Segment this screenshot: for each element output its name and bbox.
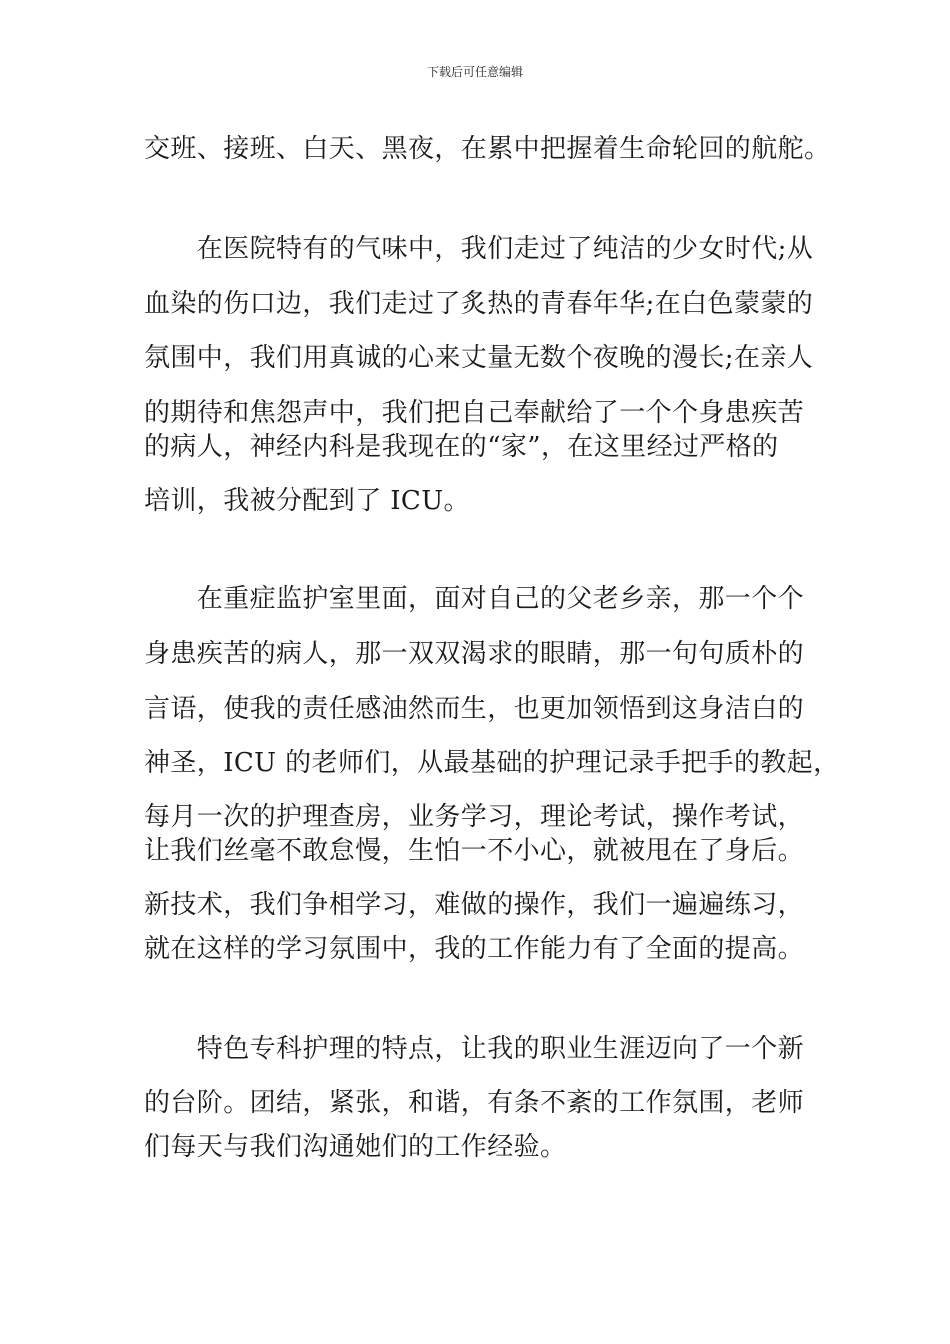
text-line: 培训，我被分配到了 ICU。 <box>144 486 470 516</box>
text-line: 特色专科护理的特点，让我的职业生涯迈向了一个新 <box>144 1034 805 1064</box>
page-header: 下载后可任意编辑 <box>426 65 523 79</box>
text-line: 身患疾苦的病人，那一双双渴求的眼睛，那一句句质朴的 <box>144 639 805 669</box>
text-line: 在医院特有的气味中，我们走过了纯洁的少女时代;从 <box>144 234 814 264</box>
text-line: 新技术，我们争相学习，难做的操作，我们一遍遍练习， <box>144 890 805 920</box>
text-line: 血染的伤口边，我们走过了炙热的青春年华;在白色蒙蒙的 <box>144 289 814 319</box>
text-line: 言语，使我的责任感油然而生，也更加领悟到这身洁白的 <box>144 694 805 724</box>
text-line: 的病人，神经内科是我现在的“家”，在这里经过严格的 <box>144 432 779 462</box>
text-line: 的期待和焦怨声中，我们把自己奉献给了一个个身患疾苦 <box>144 398 805 428</box>
text-line: 每月一次的护理查房，业务学习，理论考试，操作考试， <box>144 802 805 832</box>
text-line: 在重症监护室里面，面对自己的父老乡亲，那一个个 <box>144 584 805 614</box>
text-line: 氛围中，我们用真诚的心来丈量无数个夜晚的漫长;在亲人 <box>144 343 814 373</box>
text-line: 让我们丝毫不敢怠慢，生怕一不小心，就被甩在了身后。 <box>144 836 805 866</box>
text-line: 就在这样的学习氛围中，我的工作能力有了全面的提高。 <box>144 934 805 964</box>
text-line: 神圣，ICU 的老师们，从最基础的护理记录手把手的教起， <box>144 748 840 778</box>
text-line: 的台阶。团结，紧张，和谐，有条不紊的工作氛围，老师 <box>144 1088 805 1118</box>
text-line: 交班、接班、白天、黑夜，在累中把握着生命轮回的航舵。 <box>144 134 831 164</box>
text-line: 们每天与我们沟通她们的工作经验。 <box>144 1132 567 1162</box>
